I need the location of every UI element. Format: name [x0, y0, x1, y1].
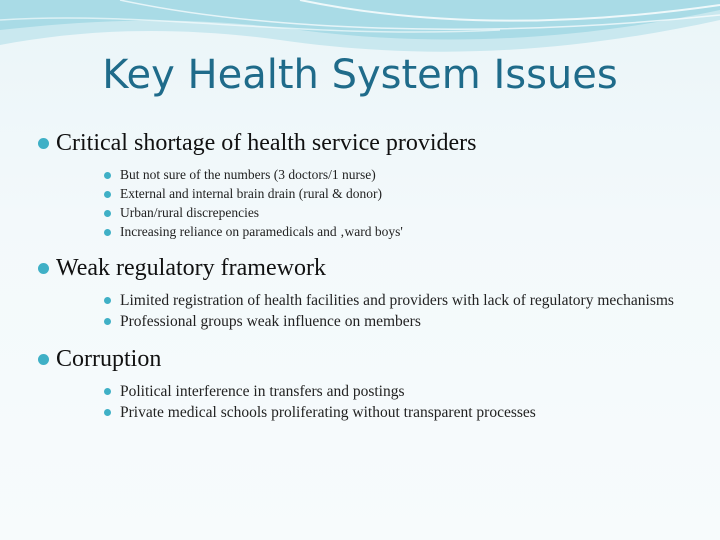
- section-heading-text: Corruption: [56, 346, 162, 372]
- section-heading: [38, 253, 688, 283]
- bullet-icon: [38, 263, 49, 274]
- section-heading: [38, 128, 688, 158]
- section-heading-text: Weak regulatory framework: [56, 255, 326, 281]
- list-item: Professional groups weak influence on members: [104, 311, 688, 332]
- bullet-icon: [104, 191, 111, 198]
- list-item: Limited registration of health facilities and providers with lack of regulatory mechanisms: [104, 290, 688, 311]
- bullet-icon: [104, 297, 111, 304]
- bullet-icon: [104, 388, 111, 395]
- section-items: [38, 381, 688, 423]
- section-items: [38, 290, 688, 332]
- section-items: [38, 165, 688, 241]
- bullet-icon: [38, 138, 49, 149]
- list-item: Increasing reliance on paramedicals and ‚ward boys': [104, 222, 688, 241]
- bullet-icon: [104, 172, 111, 179]
- bullet-icon: [104, 318, 111, 325]
- list-item: Private medical schools proliferating without transparent processes: [104, 402, 688, 423]
- bullet-icon: [104, 229, 111, 236]
- list-item: External and internal brain drain (rural & donor): [104, 184, 688, 203]
- list-item: Urban/rural discrepencies: [104, 203, 688, 222]
- list-item: Political interference in transfers and postings: [104, 381, 688, 402]
- section-heading-text: Critical shortage of health service providers: [56, 130, 477, 156]
- bullet-icon: [104, 409, 111, 416]
- list-item: But not sure of the numbers (3 doctors/1 nurse): [104, 165, 688, 184]
- bullet-content: [38, 128, 688, 423]
- bullet-icon: [104, 210, 111, 217]
- slide-title: Key Health System Issues: [102, 52, 618, 98]
- section-heading: [38, 344, 688, 374]
- bullet-icon: [38, 354, 49, 365]
